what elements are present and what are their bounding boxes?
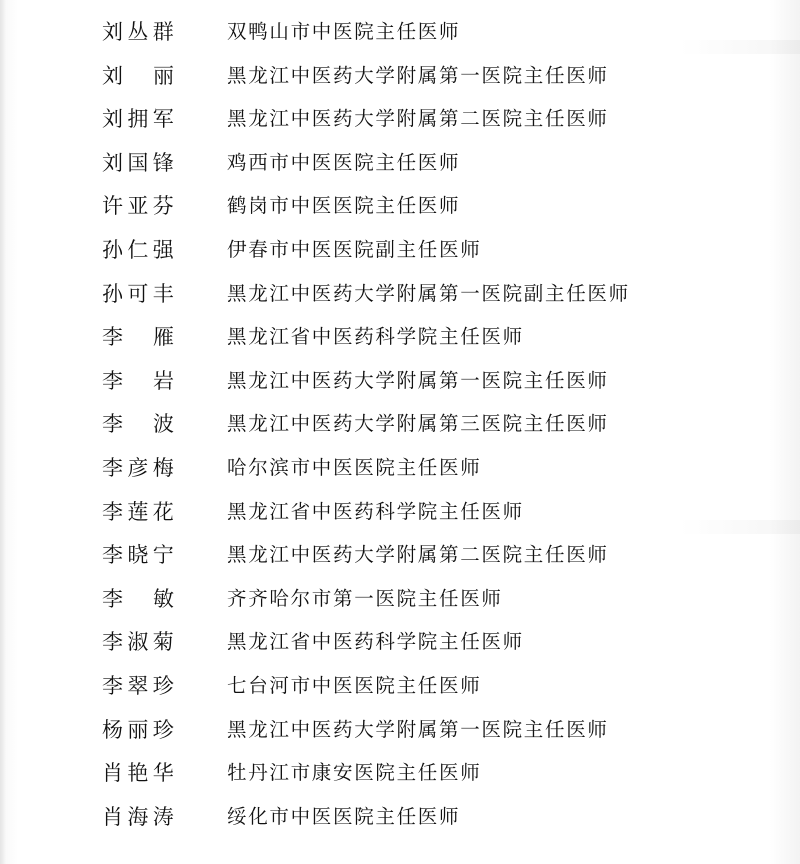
person-name: 刘 丽 xyxy=(102,63,174,88)
affiliation-title: 七台河市中医医院主任医师 xyxy=(227,673,482,697)
person-name: 孙 可 丰 xyxy=(102,281,174,306)
list-item xyxy=(0,454,800,498)
affiliation-title: 黑龙江省中医药科学院主任医师 xyxy=(227,325,524,349)
list-item xyxy=(0,759,800,803)
list-item xyxy=(0,367,800,411)
list-item xyxy=(0,803,800,847)
affiliation-title: 伊春市中医医院副主任医师 xyxy=(227,237,482,261)
person-name: 李 岩 xyxy=(102,368,174,393)
affiliation-title: 黑龙江中医药大学附属第三医院主任医师 xyxy=(227,412,609,436)
list-item xyxy=(0,62,800,106)
person-name: 李 彦 梅 xyxy=(102,455,174,480)
person-name: 李 翠 珍 xyxy=(102,673,174,698)
affiliation-title: 鸡西市中医医院主任医师 xyxy=(227,150,461,174)
person-name: 李 莲 花 xyxy=(102,499,174,524)
list-item xyxy=(0,105,800,149)
list-item xyxy=(0,628,800,672)
affiliation-title: 黑龙江中医药大学附属第一医院副主任医师 xyxy=(227,281,630,305)
person-name: 李 敏 xyxy=(102,586,174,611)
person-name: 刘 丛 群 xyxy=(102,20,174,44)
affiliation-title: 黑龙江中医药大学附属第一医院主任医师 xyxy=(227,63,609,87)
person-name: 刘 国 锋 xyxy=(102,150,174,175)
list-item xyxy=(0,498,800,542)
affiliation-title: 哈尔滨市中医医院主任医师 xyxy=(227,455,482,479)
affiliation-title: 黑龙江省中医药科学院主任医师 xyxy=(227,499,524,523)
list-item xyxy=(0,192,800,236)
person-name: 李 波 xyxy=(102,412,174,437)
person-name: 孙 仁 强 xyxy=(102,237,174,262)
person-name: 肖 海 涛 xyxy=(102,804,174,829)
list-item xyxy=(0,585,800,629)
list-item xyxy=(0,18,800,62)
list-item xyxy=(0,149,800,193)
affiliation-title: 黑龙江中医药大学附属第一医院主任医师 xyxy=(227,368,609,392)
affiliation-title: 牡丹江市康安医院主任医师 xyxy=(227,761,482,785)
person-name: 李 雁 xyxy=(102,325,174,350)
list-item xyxy=(0,280,800,324)
affiliation-title: 双鸭山市中医院主任医师 xyxy=(227,20,461,43)
list-item xyxy=(0,410,800,454)
person-name: 杨 丽 珍 xyxy=(102,717,174,742)
affiliation-title: 齐齐哈尔市第一医院主任医师 xyxy=(227,586,503,610)
affiliation-title: 鹤岗市中医医院主任医师 xyxy=(227,194,461,218)
person-name: 肖 艳 华 xyxy=(102,761,174,786)
list-item xyxy=(0,236,800,280)
list-item xyxy=(0,541,800,585)
affiliation-title: 黑龙江中医药大学附属第二医院主任医师 xyxy=(227,543,609,567)
person-name: 李 淑 菊 xyxy=(102,630,174,655)
affiliation-title: 绥化市中医医院主任医师 xyxy=(227,804,461,828)
list-item xyxy=(0,323,800,367)
affiliation-title: 黑龙江中医药大学附属第一医院主任医师 xyxy=(227,717,609,741)
affiliation-title: 黑龙江中医药大学附属第二医院主任医师 xyxy=(227,107,609,131)
person-name: 刘 拥 军 xyxy=(102,107,174,132)
physician-list xyxy=(0,18,800,846)
affiliation-title: 黑龙江省中医药科学院主任医师 xyxy=(227,630,524,654)
person-name: 李 晓 宁 xyxy=(102,543,174,568)
list-item xyxy=(0,716,800,760)
person-name: 许 亚 芬 xyxy=(102,194,174,219)
list-item xyxy=(0,672,800,716)
